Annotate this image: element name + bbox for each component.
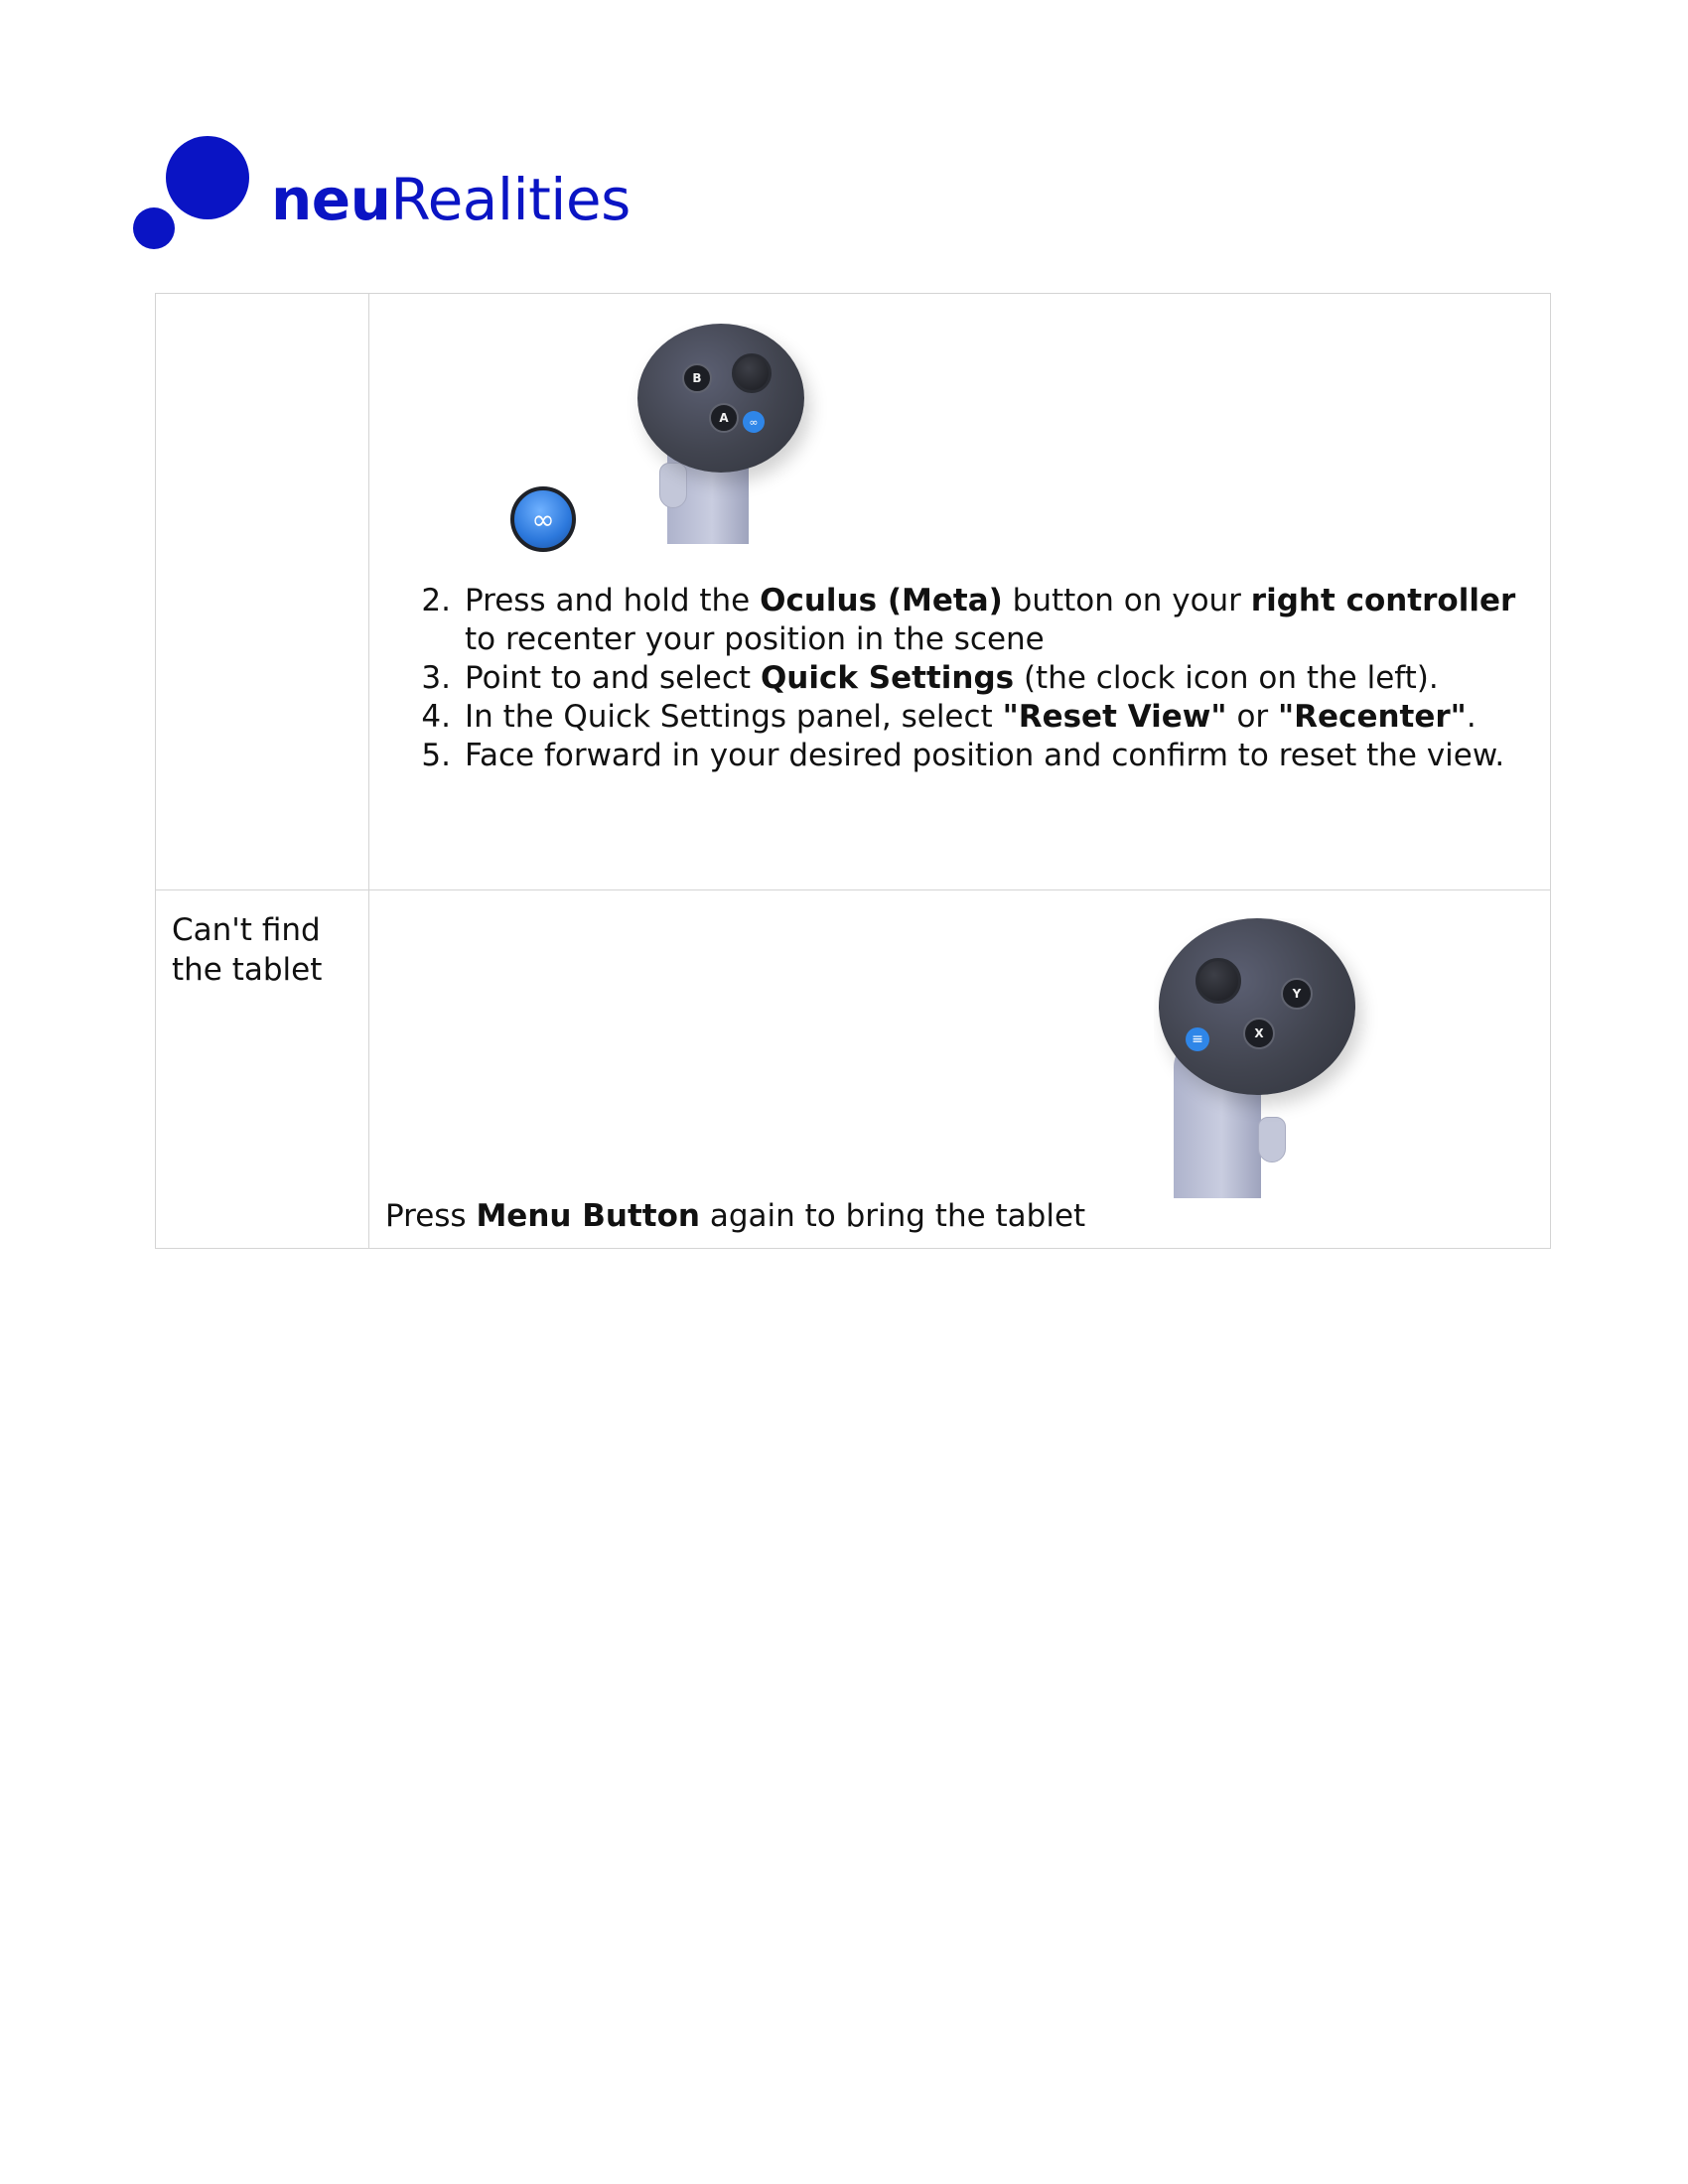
b-button: B xyxy=(682,363,712,393)
list-item xyxy=(409,737,1541,775)
thumbstick xyxy=(1196,958,1241,1004)
list-item-text: Face forward in your desired position and confirm to reset the view. xyxy=(465,738,1505,773)
right-controller-icon xyxy=(618,324,836,544)
list-item xyxy=(409,698,1541,737)
table-row xyxy=(156,294,1551,890)
row-label-cell xyxy=(156,294,369,890)
row-content-cell xyxy=(369,890,1551,1249)
list-item-number: 3. xyxy=(421,660,451,696)
menu-button-icon: ≡ xyxy=(1186,1027,1209,1051)
recenter-steps-list xyxy=(409,582,1541,775)
list-item xyxy=(409,582,1541,659)
row-label-cell: Can't find the tablet xyxy=(156,890,369,1249)
meta-button-icon: ∞ xyxy=(510,486,576,552)
meta-button-small: ∞ xyxy=(743,411,765,433)
table-row xyxy=(156,890,1551,1249)
row-content-cell xyxy=(369,294,1551,890)
logo-dot-small xyxy=(133,207,175,249)
a-button: A xyxy=(709,403,739,433)
list-item-number: 5. xyxy=(421,738,451,773)
logo-dot-large xyxy=(166,136,249,219)
menu-button-instruction: Press Menu Button again to bring the tablet xyxy=(385,1198,1086,1234)
troubleshooting-table xyxy=(155,293,1551,1249)
brand-logo xyxy=(133,136,649,255)
list-item-number: 2. xyxy=(421,583,451,618)
list-item-text: In the Quick Settings panel, select "Reset View" or "Recenter". xyxy=(465,699,1477,735)
list-item xyxy=(409,659,1541,698)
x-button: X xyxy=(1243,1018,1275,1049)
y-button: Y xyxy=(1281,978,1313,1010)
list-item-text: Point to and select Quick Settings (the clock icon on the left). xyxy=(465,660,1439,696)
list-item-text: Press and hold the Oculus (Meta) button on your right controller to recenter your position in the scene xyxy=(465,583,1516,657)
thumbstick xyxy=(732,353,772,393)
left-controller-icon xyxy=(1154,918,1382,1198)
list-item-number: 4. xyxy=(421,699,451,735)
brand-name: neuRealities xyxy=(271,166,631,233)
